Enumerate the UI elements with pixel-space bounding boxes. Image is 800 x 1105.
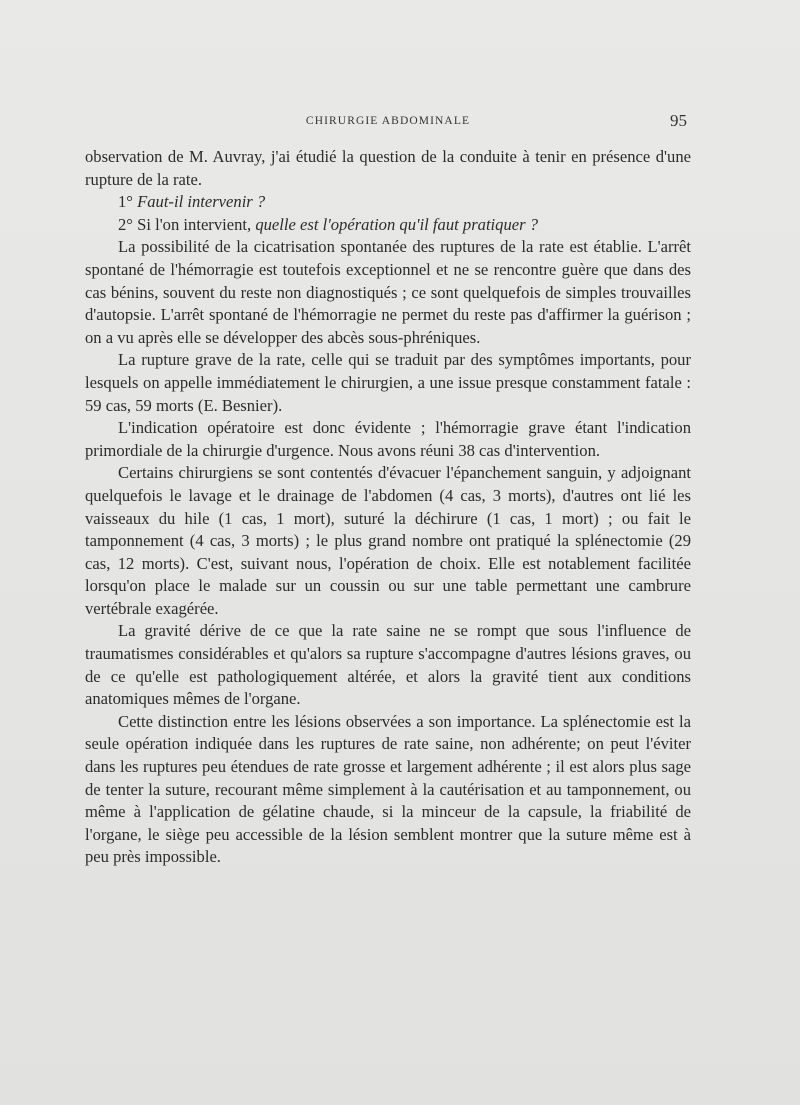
paragraph-gravite: La gravité dérive de ce que la rate saine ne se rompt que sous l'influence de traumatismes considérables et qu'alors sa rupture s'accompagne d'autres lésions graves, ou de ce qu'elle est pathologiquement altérée, et alors la gravité tient aux conditions anatomiques mêmes de l'organe. bbox=[85, 621, 691, 709]
paragraph-rupture-grave: La rupture grave de la rate, celle qui se traduit par des symptômes importants, pour lesquels on appelle immédiatement le chirurgien, a une issue presque constamment fatale : 59 cas, 59 morts (E. Besnier). bbox=[85, 350, 691, 415]
paragraph-indication: L'indication opératoire est donc évidente ; l'hémorragie grave étant l'indication primordiale de la chirurgie d'urgence. Nous avons réuni 38 cas d'intervention. bbox=[85, 418, 691, 460]
question-1-text: Faut-il intervenir ? bbox=[137, 192, 266, 212]
question-1-number: 1° bbox=[118, 192, 138, 212]
page-number: 95 bbox=[670, 111, 687, 130]
page-header bbox=[85, 111, 691, 138]
question-2-number: 2° bbox=[118, 214, 138, 234]
running-title: CHIRURGIE ABDOMINALE bbox=[305, 115, 471, 127]
page-body bbox=[85, 146, 691, 869]
paragraph-chirurgiens: Certains chirurgiens se sont contentés d'évacuer l'épanchement sanguin, y adjoignant quelquefois le lavage et le drainage de l'abdomen (4 cas, 3 morts), d'autres ont lié les vaisseaux du hile (1 cas, 1 mort), suturé la déchirure (1 cas, 1 mort) ; ou fait le tamponnement (4 cas, 3 morts) ; le plus grand nombre ont pratiqué la splénectomie (29 cas, 12 morts). C'est, suivant nous, l'opération de choix. Elle est notablement facilitée lorsqu'on place le malade sur un coussin ou sur une table permettant une cambrure vertébrale exagérée. bbox=[85, 463, 691, 618]
question-2-text: quelle est l'opération qu'il faut pratiquer ? bbox=[255, 214, 539, 234]
paragraph-continuation: observation de M. Auvray, j'ai étudié la question de la conduite à tenir en présence d'une rupture de la rate. bbox=[85, 147, 691, 189]
question-2-lead: Si l'on intervient, bbox=[137, 214, 256, 234]
paragraph-cicatrisation: La possibilité de la cicatrisation spontanée des ruptures de la rate est établie. L'arrêt spontané de l'hémorragie est toutefois exceptionnel et ne se rencontre guère que dans des cas bénins, souvent du reste non diagnostiqués ; ce sont quelquefois de simples trouvailles d'autopsie. L'arrêt spontané de l'hémorragie ne permet du reste pas d'affirmer la guérison ; on a vu après elle se développer des abcès sous-phréniques. bbox=[85, 237, 691, 347]
paragraph-distinction: Cette distinction entre les lésions observées a son importance. La splénectomie est la seule opération indiquée dans les ruptures de rate saine, non adhérente; on peut l'éviter dans les ruptures peu étendues de rate grosse et largement adhérente ; il est alors plus sage de tenter la suture, recourant même simplement à la cautérisation et au tamponnement, ou même à l'application de gélatine chaude, si la minceur de la capsule, la friabilité de l'organe, le siège peu accessible de la lésion semblent montrer que la suture même est à peu près impossible. bbox=[85, 711, 691, 867]
question-1 bbox=[85, 191, 691, 214]
question-2 bbox=[85, 214, 691, 237]
